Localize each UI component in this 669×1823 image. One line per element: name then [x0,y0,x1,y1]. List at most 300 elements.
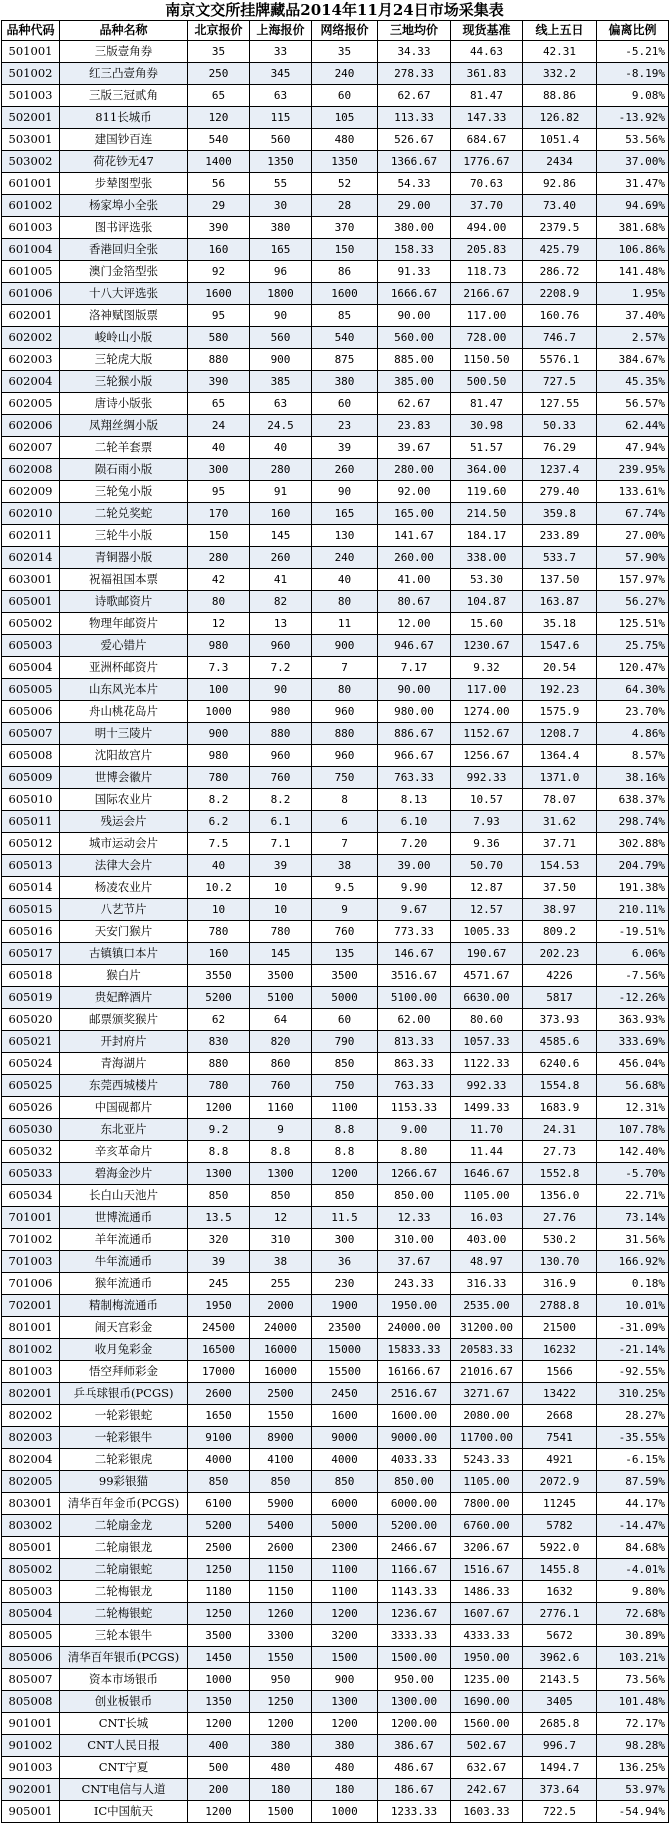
table-row [2,1515,669,1537]
name-cell: 十八大评选张 [60,283,188,305]
average-price-cell: 80.67 [378,591,451,613]
average-price-cell: 7.17 [378,657,451,679]
online-price-cell: 60 [312,393,378,415]
code-cell: 605009 [2,767,60,789]
code-cell: 901002 [2,1735,60,1757]
online-price-cell: 60 [312,85,378,107]
shanghai-price-cell: 850 [250,1185,312,1207]
average-price-cell: 16166.67 [378,1361,451,1383]
header-code: 品种代码 [2,21,60,41]
code-cell: 605025 [2,1075,60,1097]
deviation-cell: 363.93% [597,1009,669,1031]
online-price-cell: 1100 [312,1559,378,1581]
average-price-cell: 9.90 [378,877,451,899]
online-5day-cell: 5782 [523,1515,597,1537]
online-price-cell: 960 [312,745,378,767]
table-row [2,239,669,261]
table-row [2,899,669,921]
shanghai-price-cell: 960 [250,745,312,767]
shanghai-price-cell: 55 [250,173,312,195]
average-price-cell: 1950.00 [378,1295,451,1317]
table-row [2,1427,669,1449]
deviation-cell: -54.94% [597,1801,669,1823]
online-5day-cell: 27.76 [523,1207,597,1229]
average-price-cell: 763.33 [378,1075,451,1097]
spot-benchmark-cell: 1230.67 [451,635,523,657]
shanghai-price-cell: 24000 [250,1317,312,1339]
online-5day-cell: 373.64 [523,1779,597,1801]
code-cell: 605005 [2,679,60,701]
average-price-cell: 29.00 [378,195,451,217]
table-row [2,129,669,151]
average-price-cell: 310.00 [378,1229,451,1251]
beijing-price-cell: 280 [188,547,250,569]
online-5day-cell: 2788.8 [523,1295,597,1317]
name-cell: 99彩银猫 [60,1471,188,1493]
name-cell: 法律大会片 [60,855,188,877]
code-cell: 802005 [2,1471,60,1493]
online-price-cell: 6 [312,811,378,833]
name-cell: 杨家埠小全张 [60,195,188,217]
beijing-price-cell: 3500 [188,1625,250,1647]
beijing-price-cell: 40 [188,437,250,459]
online-price-cell: 790 [312,1031,378,1053]
average-price-cell: 9.67 [378,899,451,921]
beijing-price-cell: 780 [188,767,250,789]
average-price-cell: 12.33 [378,1207,451,1229]
online-price-cell: 39 [312,437,378,459]
beijing-price-cell: 1200 [188,1097,250,1119]
table-row [2,1647,669,1669]
shanghai-price-cell: 82 [250,591,312,613]
online-5day-cell: 24.31 [523,1119,597,1141]
shanghai-price-cell: 255 [250,1273,312,1295]
online-5day-cell: 5922.0 [523,1537,597,1559]
spot-benchmark-cell: 364.00 [451,459,523,481]
shanghai-price-cell: 8.2 [250,789,312,811]
table-row [2,1207,669,1229]
online-5day-cell: 5817 [523,987,597,1009]
spot-benchmark-cell: 632.67 [451,1757,523,1779]
beijing-price-cell: 6100 [188,1493,250,1515]
table-row [2,1669,669,1691]
table-row [2,1273,669,1295]
online-5day-cell: 78.07 [523,789,597,811]
table-row [2,1031,669,1053]
spot-benchmark-cell: 361.83 [451,63,523,85]
average-price-cell: 34.33 [378,41,451,63]
table-row [2,1317,669,1339]
deviation-cell: 6.06% [597,943,669,965]
deviation-cell: 1.95% [597,283,669,305]
shanghai-price-cell: 90 [250,305,312,327]
code-cell: 601003 [2,217,60,239]
online-5day-cell: 1455.8 [523,1559,597,1581]
code-cell: 605012 [2,833,60,855]
average-price-cell: 1366.67 [378,151,451,173]
average-price-cell: 54.33 [378,173,451,195]
shanghai-price-cell: 115 [250,107,312,129]
spot-benchmark-cell: 403.00 [451,1229,523,1251]
average-price-cell: 885.00 [378,349,451,371]
table-row [2,1735,669,1757]
spot-benchmark-cell: 51.57 [451,437,523,459]
online-5day-cell: 42.31 [523,41,597,63]
beijing-price-cell: 300 [188,459,250,481]
table-row [2,1185,669,1207]
code-cell: 605008 [2,745,60,767]
shanghai-price-cell: 1150 [250,1581,312,1603]
beijing-price-cell: 160 [188,943,250,965]
online-5day-cell: 73.40 [523,195,597,217]
table-row [2,987,669,1009]
code-cell: 701001 [2,1207,60,1229]
average-price-cell: 850.00 [378,1471,451,1493]
average-price-cell: 1500.00 [378,1647,451,1669]
spot-benchmark-cell: 190.67 [451,943,523,965]
code-cell: 605003 [2,635,60,657]
spot-benchmark-cell: 1105.00 [451,1471,523,1493]
online-5day-cell: 160.76 [523,305,597,327]
spot-benchmark-cell: 1950.00 [451,1647,523,1669]
name-cell: CNT电信与人道 [60,1779,188,1801]
beijing-price-cell: 1950 [188,1295,250,1317]
table-row [2,1779,669,1801]
online-5day-cell: 1208.7 [523,723,597,745]
spot-benchmark-cell: 684.67 [451,129,523,151]
table-row [2,1559,669,1581]
deviation-cell: 141.48% [597,261,669,283]
code-cell: 801003 [2,1361,60,1383]
spot-benchmark-cell: 1235.00 [451,1669,523,1691]
online-5day-cell: 1237.4 [523,459,597,481]
code-cell: 605015 [2,899,60,921]
online-price-cell: 80 [312,679,378,701]
deviation-cell: 94.69% [597,195,669,217]
spot-benchmark-cell: 2166.67 [451,283,523,305]
deviation-cell: 133.61% [597,481,669,503]
spot-benchmark-cell: 70.63 [451,173,523,195]
spot-benchmark-cell: 48.97 [451,1251,523,1273]
shanghai-price-cell: 380 [250,217,312,239]
name-cell: 八艺节片 [60,899,188,921]
online-5day-cell: 316.9 [523,1273,597,1295]
shanghai-price-cell: 2000 [250,1295,312,1317]
beijing-price-cell: 1250 [188,1603,250,1625]
table-row [2,283,669,305]
deviation-cell: 333.69% [597,1031,669,1053]
average-price-cell: 5100.00 [378,987,451,1009]
online-5day-cell: 233.89 [523,525,597,547]
name-cell: CNT长城 [60,1713,188,1735]
table-row [2,1493,669,1515]
average-price-cell: 260.00 [378,547,451,569]
name-cell: 沈阳故宫片 [60,745,188,767]
online-price-cell: 960 [312,701,378,723]
shanghai-price-cell: 165 [250,239,312,261]
spot-benchmark-cell: 205.83 [451,239,523,261]
online-5day-cell: 88.86 [523,85,597,107]
online-5day-cell: 533.7 [523,547,597,569]
average-price-cell: 773.33 [378,921,451,943]
code-cell: 603001 [2,569,60,591]
name-cell: 荷花钞无47 [60,151,188,173]
name-cell: 红三凸壹角券 [60,63,188,85]
online-5day-cell: 130.70 [523,1251,597,1273]
beijing-price-cell: 980 [188,745,250,767]
online-5day-cell: 1575.9 [523,701,597,723]
spot-benchmark-cell: 118.73 [451,261,523,283]
average-price-cell: 950.00 [378,1669,451,1691]
code-cell: 601005 [2,261,60,283]
spot-benchmark-cell: 21016.67 [451,1361,523,1383]
code-cell: 605024 [2,1053,60,1075]
code-cell: 605001 [2,591,60,613]
code-cell: 605026 [2,1097,60,1119]
deviation-cell: 2.57% [597,327,669,349]
online-5day-cell: 279.40 [523,481,597,503]
beijing-price-cell: 1450 [188,1647,250,1669]
code-cell: 602009 [2,481,60,503]
beijing-price-cell: 35 [188,41,250,63]
online-5day-cell: 1632 [523,1581,597,1603]
deviation-cell: 37.40% [597,305,669,327]
name-cell: 物理年邮资片 [60,613,188,635]
deviation-cell: 12.31% [597,1097,669,1119]
shanghai-price-cell: 24.5 [250,415,312,437]
deviation-cell: 22.71% [597,1185,669,1207]
name-cell: 爱心错片 [60,635,188,657]
average-price-cell: 90.00 [378,679,451,701]
online-5day-cell: 3962.6 [523,1647,597,1669]
name-cell: 二轮梅银龙 [60,1581,188,1603]
name-cell: 国际农业片 [60,789,188,811]
table-row [2,701,669,723]
page-title: 南京文交所挂牌藏品2014年11月24日市场采集表 [165,1,504,19]
beijing-price-cell: 780 [188,921,250,943]
header-average-price: 三地均价 [378,21,451,41]
table-row [2,1097,669,1119]
shanghai-price-cell: 90 [250,679,312,701]
online-price-cell: 1600 [312,1405,378,1427]
deviation-cell: 157.97% [597,569,669,591]
deviation-cell: 103.21% [597,1647,669,1669]
deviation-cell: -12.26% [597,987,669,1009]
shanghai-price-cell: 5900 [250,1493,312,1515]
deviation-cell: 456.04% [597,1053,669,1075]
code-cell: 605018 [2,965,60,987]
code-cell: 601002 [2,195,60,217]
online-price-cell: 15500 [312,1361,378,1383]
average-price-cell: 6.10 [378,811,451,833]
deviation-cell: 73.14% [597,1207,669,1229]
online-5day-cell: 286.72 [523,261,597,283]
table-row [2,723,669,745]
spot-benchmark-cell: 242.67 [451,1779,523,1801]
deviation-cell: 298.74% [597,811,669,833]
online-price-cell: 8.8 [312,1119,378,1141]
online-5day-cell: 4226 [523,965,597,987]
spot-benchmark-cell: 10.57 [451,789,523,811]
online-5day-cell: 13422 [523,1383,597,1405]
online-5day-cell: 5672 [523,1625,597,1647]
name-cell: 猴年流通币 [60,1273,188,1295]
spot-benchmark-cell: 502.67 [451,1735,523,1757]
code-cell: 805001 [2,1537,60,1559]
deviation-cell: 638.37% [597,789,669,811]
name-cell: 精制梅流通币 [60,1295,188,1317]
name-cell: 一轮彩银牛 [60,1427,188,1449]
table-row [2,657,669,679]
shanghai-price-cell: 780 [250,921,312,943]
shanghai-price-cell: 63 [250,85,312,107]
code-cell: 605013 [2,855,60,877]
table-row [2,591,669,613]
deviation-cell: 57.90% [597,547,669,569]
code-cell: 602001 [2,305,60,327]
online-price-cell: 230 [312,1273,378,1295]
shanghai-price-cell: 7.1 [250,833,312,855]
code-cell: 805003 [2,1581,60,1603]
online-price-cell: 11.5 [312,1207,378,1229]
name-cell: 811长城币 [60,107,188,129]
online-price-cell: 900 [312,635,378,657]
average-price-cell: 37.67 [378,1251,451,1273]
average-price-cell: 386.67 [378,1735,451,1757]
name-cell: 资本市场银币 [60,1669,188,1691]
beijing-price-cell: 7.5 [188,833,250,855]
beijing-price-cell: 7.3 [188,657,250,679]
deviation-cell: 9.80% [597,1581,669,1603]
shanghai-price-cell: 380 [250,1735,312,1757]
online-price-cell: 5000 [312,1515,378,1537]
shanghai-price-cell: 39 [250,855,312,877]
average-price-cell: 1236.67 [378,1603,451,1625]
beijing-price-cell: 850 [188,1471,250,1493]
name-cell: 三轮牛小版 [60,525,188,547]
spot-benchmark-cell: 5243.33 [451,1449,523,1471]
beijing-price-cell: 3550 [188,965,250,987]
spot-benchmark-cell: 16.03 [451,1207,523,1229]
deviation-cell: -8.19% [597,63,669,85]
name-cell: 悟空拜师彩金 [60,1361,188,1383]
online-5day-cell: 1683.9 [523,1097,597,1119]
shanghai-price-cell: 2600 [250,1537,312,1559]
average-price-cell: 1300.00 [378,1691,451,1713]
table-row [2,349,669,371]
code-cell: 701006 [2,1273,60,1295]
table-row [2,525,669,547]
name-cell: 世博会徽片 [60,767,188,789]
deviation-cell: 107.78% [597,1119,669,1141]
code-cell: 501001 [2,41,60,63]
online-5day-cell: 35.18 [523,613,597,635]
deviation-cell: 72.68% [597,1603,669,1625]
table-row [2,1361,669,1383]
code-cell: 602006 [2,415,60,437]
table-row [2,1449,669,1471]
average-price-cell: 813.33 [378,1031,451,1053]
table-row [2,173,669,195]
online-5day-cell: 50.33 [523,415,597,437]
name-cell: 中国砚都片 [60,1097,188,1119]
deviation-cell: 87.59% [597,1471,669,1493]
deviation-cell: 4.86% [597,723,669,745]
shanghai-price-cell: 33 [250,41,312,63]
spot-benchmark-cell: 728.00 [451,327,523,349]
spot-benchmark-cell: 30.98 [451,415,523,437]
shanghai-price-cell: 12 [250,1207,312,1229]
online-5day-cell: 92.86 [523,173,597,195]
shanghai-price-cell: 760 [250,1075,312,1097]
name-cell: 猴白片 [60,965,188,987]
shanghai-price-cell: 9 [250,1119,312,1141]
deviation-cell: -21.14% [597,1339,669,1361]
table-row [2,261,669,283]
table-row [2,1229,669,1251]
online-price-cell: 165 [312,503,378,525]
spot-benchmark-cell: 494.00 [451,217,523,239]
spot-benchmark-cell: 119.60 [451,481,523,503]
online-5day-cell: 1554.8 [523,1075,597,1097]
name-cell: 三轮猴小版 [60,371,188,393]
code-cell: 601001 [2,173,60,195]
online-5day-cell: 809.2 [523,921,597,943]
average-price-cell: 62.67 [378,85,451,107]
online-price-cell: 4000 [312,1449,378,1471]
shanghai-price-cell: 820 [250,1031,312,1053]
online-5day-cell: 20.54 [523,657,597,679]
spot-benchmark-cell: 104.87 [451,591,523,613]
online-price-cell: 2300 [312,1537,378,1559]
shanghai-price-cell: 950 [250,1669,312,1691]
spot-benchmark-cell: 1646.67 [451,1163,523,1185]
beijing-price-cell: 1250 [188,1559,250,1581]
deviation-cell: 30.89% [597,1625,669,1647]
deviation-cell: 310.25% [597,1383,669,1405]
deviation-cell: 27.00% [597,525,669,547]
online-price-cell: 240 [312,547,378,569]
deviation-cell: 136.25% [597,1757,669,1779]
online-price-cell: 8 [312,789,378,811]
code-cell: 905001 [2,1801,60,1823]
spot-benchmark-cell: 316.33 [451,1273,523,1295]
deviation-cell: -13.92% [597,107,669,129]
table-row [2,679,669,701]
table-row [2,195,669,217]
name-cell: 峻岭山小版 [60,327,188,349]
deviation-cell: 9.08% [597,85,669,107]
code-cell: 805008 [2,1691,60,1713]
name-cell: 青铜器小版 [60,547,188,569]
online-price-cell: 90 [312,481,378,503]
spot-benchmark-cell: 147.33 [451,107,523,129]
name-cell: 城市运动会片 [60,833,188,855]
online-price-cell: 40 [312,569,378,591]
online-price-cell: 1200 [312,1163,378,1185]
spot-benchmark-cell: 117.00 [451,679,523,701]
header-deviation: 偏离比例 [597,21,669,41]
name-cell: 香港回归全张 [60,239,188,261]
spot-benchmark-cell: 50.70 [451,855,523,877]
shanghai-price-cell: 345 [250,63,312,85]
header-online-5day: 线上五日 [523,21,597,41]
online-5day-cell: 746.7 [523,327,597,349]
table-row [2,459,669,481]
online-5day-cell: 996.7 [523,1735,597,1757]
name-cell: 二轮扇银蛇 [60,1559,188,1581]
average-price-cell: 526.67 [378,129,451,151]
